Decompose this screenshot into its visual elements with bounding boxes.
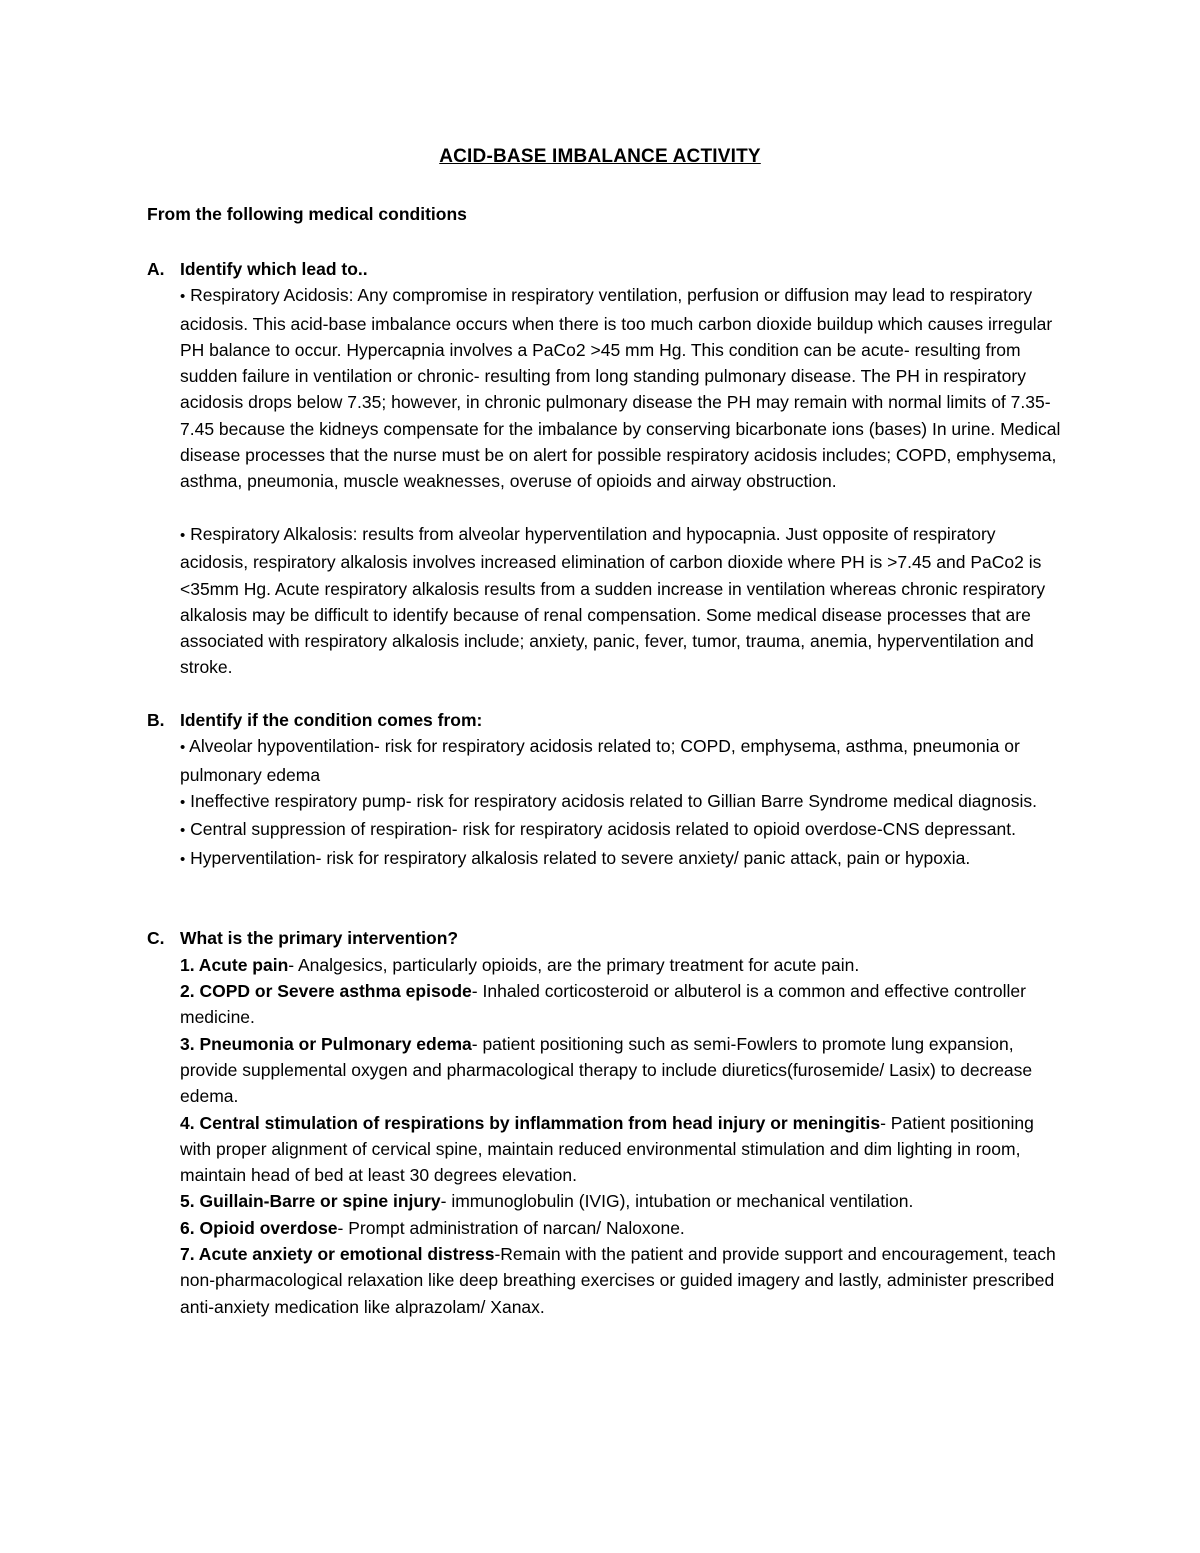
document-body	[147, 256, 1067, 1320]
section-a	[147, 256, 1067, 681]
intervention-text: -Remain with the patient and provide support and encouragement, teach non-pharmacological relaxation like deep breathing exercises or guided imagery and lastly, administer prescribed anti-anxiety medication like alprazolam/ Xanax.	[180, 1243, 1056, 1317]
respiratory-acidosis-text: Respiratory Acidosis: Any compromise in respiratory ventilation, perfusion or diffusion may lead to respiratory acidosis. This acid-base imbalance occurs when there is too much carbon dioxide buildup which causes irregular PH balance to occur. Hypercapnia involves a PaCo2 >45 mm Hg. This condition can be acute- resulting from sudden failure in ventilation or chronic- resulting from long standing pulmonary disease. The PH in respiratory acidosis drops below 7.35; however, in chronic pulmonary disease the PH may remain with normal limits of 7.35-7.45 because the kidneys compensate for the imbalance by conserving bicarbonate ions (bases) In urine. Medical disease processes that the nurse must be on alert for possible respiratory acidosis includes; COPD, emphysema, asthma, pneumonia, muscle weaknesses, overuse of opioids and airway obstruction.	[180, 285, 1061, 492]
list-item-text: Alveolar hypoventilation- risk for respiratory acidosis related to; COPD, emphysema, asthma, pneumonia or pulmonary edema	[180, 736, 1020, 785]
paragraph-spacer	[180, 495, 1067, 521]
intervention-term: 7. Acute anxiety or emotional distress	[180, 1243, 495, 1264]
intro-line: From the following medical conditions	[147, 204, 467, 224]
section-b-heading	[147, 707, 1067, 733]
intervention-text: - Prompt administration of narcan/ Naloxone.	[337, 1217, 685, 1238]
list-item	[180, 733, 1067, 788]
intervention-text: - patient positioning such as semi-Fowlers to promote lung expansion, provide supplemental oxygen and pharmacological therapy to include diuretics(furosemide/ Lasix) to decrease edema.	[180, 1033, 1033, 1107]
bullet-icon: •	[180, 739, 186, 757]
intervention-term: 6. Opioid overdose	[180, 1217, 338, 1238]
section-c-heading-text: What is the primary intervention?	[180, 928, 459, 949]
intervention-text: - Analgesics, particularly opioids, are the primary treatment for acute pain.	[288, 954, 860, 975]
list-item	[180, 816, 1067, 844]
intervention-item	[180, 952, 1067, 978]
intervention-item	[180, 978, 1067, 1031]
intervention-item	[180, 1241, 1067, 1320]
bullet-icon: •	[180, 822, 186, 840]
section-c	[147, 925, 1067, 1319]
intervention-text: - Inhaled corticosteroid or albuterol is a common and effective controller medicine.	[180, 981, 1026, 1028]
bullet-icon: •	[180, 850, 186, 868]
intervention-item	[180, 1188, 1067, 1214]
bullet-icon: •	[180, 288, 186, 306]
section-c-letter: C.	[147, 928, 165, 949]
document-title: ACID-BASE IMBALANCE ACTIVITY	[439, 146, 761, 167]
intervention-item	[180, 1215, 1067, 1241]
section-spacer	[147, 681, 1067, 707]
intervention-term: 4. Central stimulation of respirations by inflammation from head injury or meningitis	[180, 1112, 881, 1133]
intervention-term: 3. Pneumonia or Pulmonary edema	[180, 1033, 472, 1054]
list-item-text: Hyperventilation- risk for respiratory alkalosis related to severe anxiety/ panic attack, pain or hypoxia.	[190, 847, 971, 868]
intervention-text: - Patient positioning with proper alignment of cervical spine, maintain reduced environmental stimulation and dim lighting in room, maintain head of bed at least 30 degrees elevation.	[180, 1112, 1034, 1186]
respiratory-acidosis-paragraph	[180, 282, 1067, 494]
section-c-heading	[147, 925, 1067, 951]
intervention-item	[180, 1031, 1067, 1110]
section-spacer	[147, 873, 1067, 926]
bullet-icon: •	[180, 793, 186, 811]
section-a-body	[147, 282, 1067, 680]
intervention-term: 1. Acute pain	[180, 954, 289, 975]
section-c-body	[147, 952, 1067, 1320]
intervention-term: 2. COPD or Severe asthma episode	[180, 981, 472, 1002]
section-b-body	[147, 733, 1067, 872]
bullet-icon: •	[180, 526, 186, 544]
section-a-letter: A.	[147, 259, 165, 279]
respiratory-alkalosis-paragraph	[180, 521, 1067, 681]
intervention-text: - immunoglobulin (IVIG), intubation or mechanical ventilation.	[440, 1191, 914, 1212]
section-a-heading	[147, 256, 1067, 282]
list-item-text: Ineffective respiratory pump- risk for respiratory acidosis related to Gillian Barre Syndrome medical diagnosis.	[190, 790, 1037, 811]
list-item	[180, 788, 1067, 816]
list-item-text: Central suppression of respiration- risk for respiratory acidosis related to opioid overdose-CNS depressant.	[190, 819, 1016, 840]
section-b	[147, 707, 1067, 873]
list-item	[180, 845, 1067, 873]
section-b-letter: B.	[147, 710, 165, 731]
intervention-term: 5. Guillain-Barre or spine injury	[180, 1191, 441, 1212]
intervention-item	[180, 1110, 1067, 1189]
section-b-heading-text: Identify if the condition comes from:	[180, 710, 483, 731]
section-a-heading-text: Identify which lead to..	[180, 259, 368, 279]
respiratory-alkalosis-text: Respiratory Alkalosis: results from alveolar hyperventilation and hypocapnia. Just opposite of respiratory acidosis, respiratory alkalosis involves increased elimination of carbon dioxide where PH is >7.45 and PaCo2 is <35mm Hg. Acute respiratory alkalosis results from a sudden increase in ventilation whereas chronic respiratory alkalosis may be difficult to identify because of renal compensation. Some medical disease processes that are associated with respiratory alkalosis include; anxiety, panic, fever, tumor, trauma, anemia, hyperventilation and stroke.	[180, 523, 1046, 678]
